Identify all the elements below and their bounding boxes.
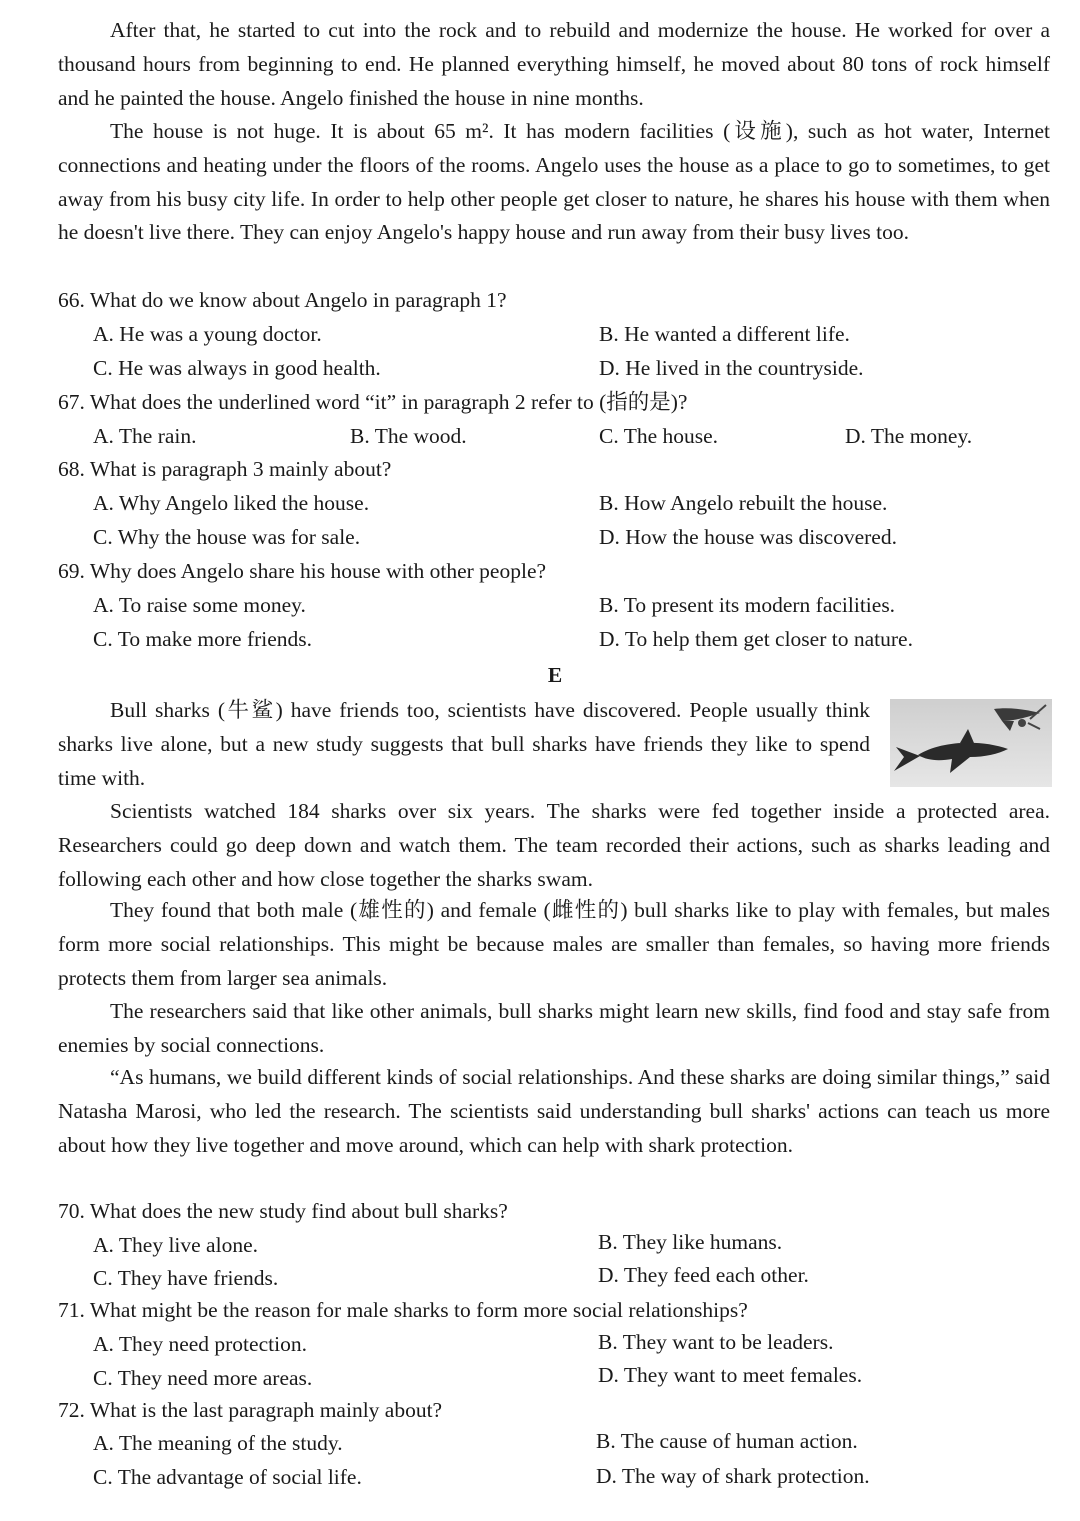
section-e-paragraph-1: Bull sharks (牛鲨) have friends too, scientists have discovered. People usually think sharks live alone, but a new study suggests that bull sharks have friends they like to spend time with.: [58, 698, 870, 790]
question-68-option-d: D. How the house was discovered.: [599, 525, 897, 549]
question-66-option-c: C. He was always in good health.: [93, 356, 381, 380]
question-71-option-d: D. They want to meet females.: [598, 1363, 863, 1387]
question-67-option-c: C. The house.: [599, 424, 719, 448]
question-68-option-b: B. How Angelo rebuilt the house.: [599, 491, 888, 515]
question-67-option-a: A. The rain.: [93, 424, 197, 448]
question-66-stem: 66. What do we know about Angelo in paragraph 1?: [58, 288, 507, 312]
question-67-option-b: B. The wood.: [350, 424, 467, 448]
question-72-stem: 72. What is the last paragraph mainly about?: [58, 1398, 443, 1422]
question-69-option-a: A. To raise some money.: [93, 593, 306, 617]
question-70-option-b: B. They like humans.: [598, 1230, 783, 1254]
passage-d-paragraph-4: After that, he started to cut into the rock and to rebuild and modernize the house. He worked for over a thousand hours from beginning to end. He planned everything himself, he moved about 80 tons of rock himself and he painted the house. Angelo finished the house in nine months.: [58, 18, 1050, 110]
question-66-option-d: D. He lived in the countryside.: [599, 356, 864, 380]
question-67-option-d: D. The money.: [845, 424, 973, 448]
question-70-option-d: D. They feed each other.: [598, 1263, 809, 1287]
question-72-option-b: B. The cause of human action.: [596, 1429, 858, 1453]
question-70-option-c: C. They have friends.: [93, 1266, 279, 1290]
question-71-option-b: B. They want to be leaders.: [598, 1330, 834, 1354]
question-69-option-b: B. To present its modern facilities.: [599, 593, 896, 617]
question-68-option-a: A. Why Angelo liked the house.: [93, 491, 370, 515]
question-71-stem: 71. What might be the reason for male sharks to form more social relationships?: [58, 1298, 748, 1322]
question-71-option-a: A. They need protection.: [93, 1332, 307, 1356]
section-e-paragraph-4: The researchers said that like other animals, bull sharks might learn new skills, find food and stay safe from enemies by social connections.: [58, 999, 1050, 1057]
question-72-option-a: A. The meaning of the study.: [93, 1431, 343, 1455]
passage-d-paragraph-5: The house is not huge. It is about 65 m². It has modern facilities (设施), such as hot water, Internet connections and heating under the floors of the rooms. Angelo uses the house as a place to go to sometimes, to get away from his busy city life. In order to help other people get closer to nature, he shares his house with them when he doesn't live there. They can enjoy Angelo's happy house and run away from their busy lives too.: [58, 119, 1050, 245]
question-69-option-d: D. To help them get closer to nature.: [599, 627, 913, 651]
question-68-stem: 68. What is paragraph 3 mainly about?: [58, 457, 392, 481]
question-68-option-c: C. Why the house was for sale.: [93, 525, 361, 549]
question-72-option-d: D. The way of shark protection.: [596, 1464, 870, 1488]
question-71-option-c: C. They need more areas.: [93, 1366, 313, 1390]
section-e-paragraph-5: “As humans, we build different kinds of social relationships. And these sharks are doing similar things,” said Natasha Marosi, who led the research. The scientists said understanding bull sharks' actions can teach us more about how they live together and move around, which can help with shark protection.: [58, 1065, 1050, 1157]
question-69-option-c: C. To make more friends.: [93, 627, 313, 651]
bull-shark-photo: [890, 699, 1052, 787]
question-67-stem: 67. What does the underlined word “it” in paragraph 2 refer to (指的是)?: [58, 390, 688, 414]
question-69-stem: 69. Why does Angelo share his house with other people?: [58, 559, 547, 583]
question-72-option-c: C. The advantage of social life.: [93, 1465, 362, 1489]
section-e-paragraph-2: Scientists watched 184 sharks over six years. The sharks were fed together inside a protected area. Researchers could go deep down and watch them. The team recorded their actions, such as sharks leading and following each other and how close together the sharks swam.: [58, 799, 1050, 891]
question-70-stem: 70. What does the new study find about bull sharks?: [58, 1199, 508, 1223]
question-70-option-a: A. They live alone.: [93, 1233, 258, 1257]
section-e-heading: E: [547, 663, 563, 687]
question-66-option-b: B. He wanted a different life.: [599, 322, 850, 346]
question-66-option-a: A. He was a young doctor.: [93, 322, 322, 346]
section-e-paragraph-3: They found that both male (雄性的) and female (雌性的) bull sharks like to play with females, but males form more social relationships. This might be because males are smaller than females, so having more friends protects them from larger sea animals.: [58, 898, 1050, 990]
